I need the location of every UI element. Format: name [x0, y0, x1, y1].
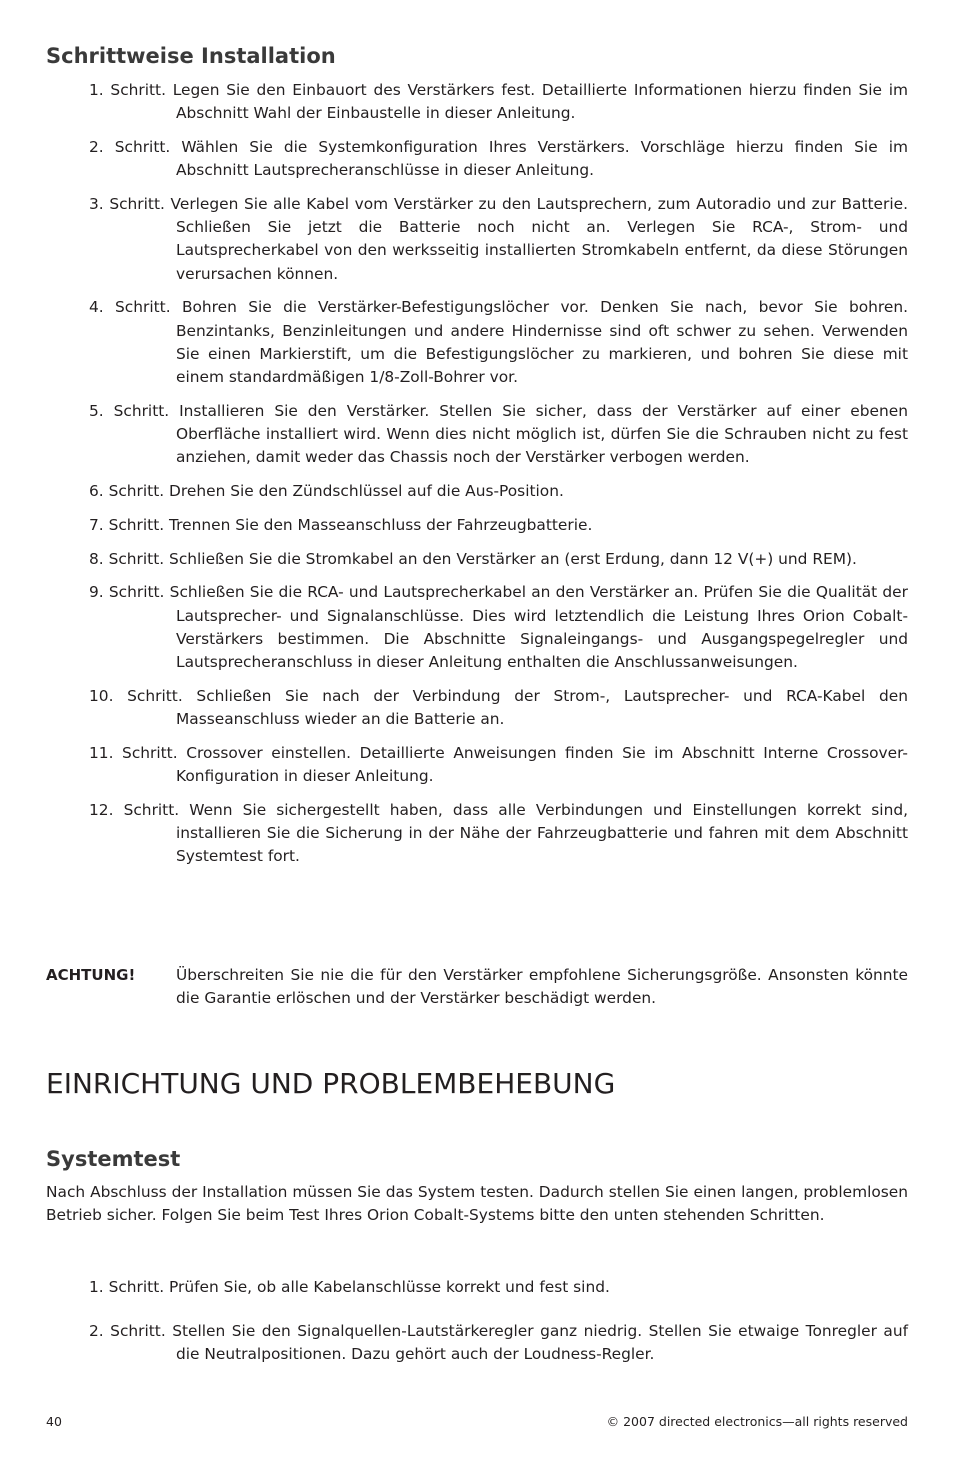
systemtest-steps-list [46, 1276, 908, 1377]
list-item [46, 581, 908, 674]
step-text: Schließen Sie die RCA- und Lautsprecherkabel an den Verstärker an. Prüfen Sie die Qualität der Lautsprecher- und Signalanschlüsse. Dies wird letztendlich die Leistung Ihres Orion Cobalt-Verstärkers bestimmen. Die Abschnitte Signaleingangs- und Ausgangspegelregler und Lautsprecheranschluss in dieser Anleitung enthalten die Anschlussanweisungen. [169, 583, 908, 672]
list-item [46, 296, 908, 389]
step-text: Trennen Sie den Masseanschluss der Fahrzeugbatterie. [169, 515, 593, 534]
page-number: 40 [46, 1414, 62, 1429]
step-text: Crossover einstellen. Detaillierte Anweisungen finden Sie im Abschnitt Interne Crossover-Konfiguration in dieser Anleitung. [176, 743, 908, 786]
step-label: 7. Schritt. [89, 515, 165, 534]
list-item [46, 400, 908, 470]
list-item [46, 514, 908, 537]
step-label: 12. Schritt. [89, 800, 180, 819]
installation-steps-list [46, 79, 908, 879]
step-label: 10. Schritt. [89, 686, 183, 705]
step-label: 11. Schritt. [89, 743, 178, 762]
warning-label: ACHTUNG! [46, 966, 136, 984]
step-text: Schließen Sie nach der Verbindung der Strom-, Lautsprecher- und RCA-Kabel den Masseanschluss wieder an die Batterie an. [176, 686, 908, 729]
step-text: Wählen Sie die Systemkonfiguration Ihres Verstärkers. Vorschläge hierzu finden Sie im Abschnitt Lautsprecheranschlüsse in dieser Anleitung. [176, 138, 908, 180]
list-item [46, 480, 908, 503]
step-text: Prüfen Sie, ob alle Kabelanschlüsse korrekt und fest sind. [169, 1278, 610, 1296]
step-label: 9. Schritt. [89, 583, 165, 602]
step-label: 4. Schritt. [89, 298, 171, 317]
step-text: Schließen Sie die Stromkabel an den Verstärker an (erst Erdung, dann 12 V(+) und REM). [169, 549, 857, 568]
step-label: 1. Schritt. [89, 81, 166, 99]
step-text: Stellen Sie den Signalquellen-Lautstärkeregler ganz niedrig. Stellen Sie etwaige Tonregler auf die Neutralpositionen. Dazu gehört auch der Loudness-Regler. [172, 1322, 908, 1364]
step-label: 3. Schritt. [89, 195, 165, 213]
list-item [46, 685, 908, 731]
step-text: Legen Sie den Einbauort des Verstärkers fest. Detaillierte Informationen hierzu finden Sie im Abschnitt Wahl der Einbaustelle in dieser Anleitung. [172, 81, 908, 123]
step-text: Installieren Sie den Verstärker. Stellen Sie sicher, dass der Verstärker auf einer ebenen Oberfläche installiert wird. Wenn dies nicht möglich ist, dürfen Sie die Schrauben nicht zu fest anziehen, damit weder das Chassis noch der Verstärker verbogen werden. [176, 401, 908, 467]
step-text: Verlegen Sie alle Kabel vom Verstärker zu den Lautsprechern, zum Autoradio und zur Batterie. Schließen Sie jetzt die Batterie noch nicht an. Verlegen Sie RCA-, Strom- und Lautsprecherkabel von den werksseitig installierten Stromkabeln entfernt, da diese Störungen verursachen können. [170, 195, 908, 283]
step-label: 8. Schritt. [89, 549, 165, 568]
step-label: 6. Schritt. [89, 482, 165, 501]
list-item [46, 1320, 908, 1366]
list-item [46, 799, 908, 869]
list-item [46, 79, 908, 125]
step-text: Bohren Sie die Verstärker-Befestigungslöcher vor. Denken Sie nach, bevor Sie bohren. Benzintanks, Benzinleitungen und andere Hindernisse sind oft schwer zu sehen. Verwenden Sie einen Markierstift, um die Befestigungslöcher zu markieren, und bohren Sie diese mit einem standardmäßigen 1/8-Zoll-Bohrer vor. [176, 298, 908, 387]
step-label: 2. Schritt. [89, 1322, 166, 1341]
step-label: 1. Schritt. [89, 1278, 165, 1296]
copyright-notice: © 2007 directed electronics—all rights reserved [606, 1414, 908, 1429]
step-text: Drehen Sie den Zündschlüssel auf die Aus-Position. [169, 482, 564, 501]
step-text: Wenn Sie sichergestellt haben, dass alle Verbindungen und Einstellungen korrekt sind, installieren Sie die Sicherung in der Nähe der Fahrzeugbatterie und fahren mit dem Abschnitt Systemtest fort. [176, 800, 908, 866]
list-item [46, 136, 908, 182]
list-item [46, 193, 908, 286]
warning-notice [46, 964, 908, 1010]
chapter-title: EINRICHTUNG UND PROBLEMBEHEBUNG [46, 1067, 616, 1100]
step-label: 5. Schritt. [89, 401, 170, 420]
list-item [46, 1276, 908, 1299]
list-item [46, 742, 908, 788]
section-heading-systemtest: Systemtest [46, 1147, 181, 1171]
systemtest-intro: Nach Abschluss der Installation müssen Sie das System testen. Dadurch stellen Sie einen langen, problemlosen Betrieb sicher. Folgen Sie beim Test Ihres Orion Cobalt-Systems bitte den unten stehenden Schritten. [46, 1183, 908, 1225]
warning-text: Überschreiten Sie nie die für den Verstärker empfohlene Sicherungsgröße. Ansonsten könnte die Garantie erlöschen und der Verstärker beschädigt werden. [176, 966, 908, 1008]
step-label: 2. Schritt. [89, 138, 171, 156]
list-item [46, 548, 908, 571]
section-heading-installation: Schrittweise Installation [46, 44, 336, 68]
